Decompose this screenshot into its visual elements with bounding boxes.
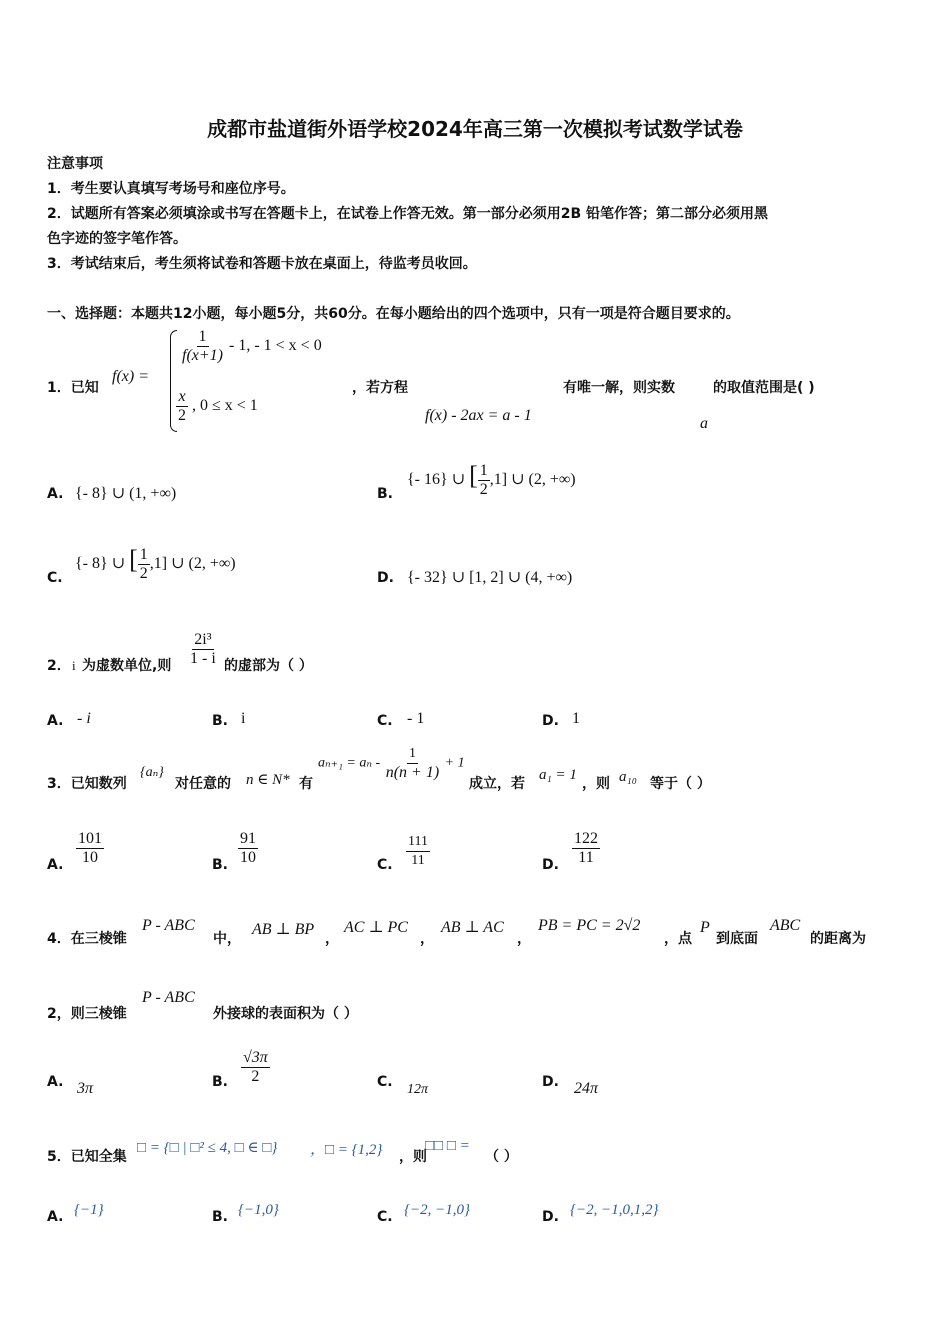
q2-text-2: 的虚部为（ ） xyxy=(224,658,313,674)
option-label[interactable]: B. xyxy=(212,1209,228,1225)
q4-separator: ， xyxy=(420,931,434,947)
option-label[interactable]: C. xyxy=(377,713,393,729)
q4-condition-2: AC ⊥ PC xyxy=(344,919,408,936)
q5-text-1: ，则 xyxy=(399,1149,427,1165)
q4-condition-4: PB = PC = 2√2 xyxy=(538,917,641,934)
q4-point: P xyxy=(700,919,710,936)
q3-recurrence: aₙ₊₁ = aₙ - $\frac{1}{n(n + 1)}$ + 1 xyxy=(318,746,465,781)
q5-option-b[interactable]: {−1,0} xyxy=(238,1202,279,1218)
option-label[interactable]: D. xyxy=(542,1074,559,1090)
option-label[interactable]: A. xyxy=(47,1209,64,1225)
q4-separator: ， xyxy=(325,931,339,947)
q1-fx: f(x) = xyxy=(112,368,149,385)
q4-solid: P - ABC xyxy=(142,989,195,1006)
q3-text-1: 对任意的 xyxy=(175,776,231,792)
option-label[interactable]: A. xyxy=(47,713,64,729)
q4-condition-1: AB ⊥ BP xyxy=(252,921,315,938)
q2-fraction: $\frac{\text{2i³}}{1 - i}$ xyxy=(190,631,216,667)
q5-set-a: ，□ = {1,2} xyxy=(310,1142,383,1158)
option-label[interactable]: D. xyxy=(377,570,394,586)
q2-number: 2． xyxy=(47,658,71,674)
q4-line2-tail: 外接球的表面积为（ ） xyxy=(213,1006,358,1022)
q1-option-b[interactable]: {- 16} ∪ [ $\frac{1}{2}$ ,1] ∪ (2, +∞) xyxy=(407,461,576,498)
q1-number: 1．已知 xyxy=(47,380,99,396)
q1-case2: $\frac{x}{2}$ , 0 ≤ x < 1 xyxy=(178,388,258,424)
q4-option-c[interactable]: 12π xyxy=(407,1082,429,1097)
q3-option-d[interactable]: $\frac{122}{11}$ xyxy=(574,830,598,866)
notice-heading: 注意事项 xyxy=(47,156,103,172)
q1-text-2: 有唯一解，则实数 xyxy=(563,380,675,396)
option-label[interactable]: D. xyxy=(542,857,559,873)
notice-item: 色字迹的签字笔作答。 xyxy=(47,231,187,247)
q4-text-2: ，点 xyxy=(664,931,692,947)
q3-text-3: 成立，若 xyxy=(469,776,525,792)
option-label[interactable]: B. xyxy=(212,713,228,729)
q4-separator: ， xyxy=(517,931,531,947)
option-label[interactable]: C. xyxy=(377,1074,393,1090)
q3-option-b[interactable]: $\frac{91}{10}$ xyxy=(240,830,256,866)
section-heading: 一、选择题：本题共12小题，每小题5分，共60分。在每小题给出的四个选项中，只有一项是符合题目要求的。 xyxy=(47,306,740,322)
q4-text-3: 到底面 xyxy=(716,931,758,947)
q3-initial: a₁ = 1 xyxy=(539,767,577,783)
q3-number: 3．已知数列 xyxy=(47,776,127,792)
option-label[interactable]: B. xyxy=(212,1074,228,1090)
q4-line2: 2，则三棱锥 xyxy=(47,1006,127,1022)
page-title: 成都市盐道街外语学校2024年高三第一次模拟考试数学试卷 xyxy=(207,117,743,141)
q2-option-d[interactable]: 1 xyxy=(572,710,580,727)
q3-sequence: {aₙ} xyxy=(140,765,164,780)
q2-option-b[interactable]: i xyxy=(241,710,246,727)
q4-option-b[interactable]: $\frac{√3\pi}{2}$ xyxy=(243,1049,268,1085)
q3-target: a₁₀ xyxy=(619,769,637,785)
q2-text-1: 为虚数单位,则 xyxy=(82,658,172,674)
notice-item: 3．考试结束后，考生须将试卷和答题卡放在桌面上，待监考员收回。 xyxy=(47,256,477,272)
q1-text-1: ，若方程 xyxy=(352,380,408,396)
notice-item: 2．试题所有答案必须填涂或书写在答题卡上，在试卷上作答无效。第一部分必须用2B 铅笔作答；第二部分必须用黑 xyxy=(47,206,769,222)
option-label[interactable]: A. xyxy=(47,857,64,873)
q3-condition: n ∈ N* xyxy=(246,772,290,788)
q5-option-d[interactable]: {−2, −1,0,1,2} xyxy=(570,1202,659,1218)
q3-option-a[interactable]: $\frac{101}{10}$ xyxy=(78,830,102,866)
notice-item: 1．考生要认真填写考场号和座位序号。 xyxy=(47,181,295,197)
q2-i: i xyxy=(72,658,76,673)
q5-complement: □□ □ = xyxy=(425,1138,470,1154)
q3-text-2: 有 xyxy=(299,776,313,792)
q1-case1: $\frac{1}{f(x+1)}$ - 1, - 1 < x < 0 xyxy=(182,328,322,364)
q1-text-3: 的取值范围是( ) xyxy=(713,380,815,396)
option-label[interactable]: A. xyxy=(47,486,64,502)
q1-option-a[interactable]: {- 8} ∪ (1, +∞) xyxy=(75,485,177,502)
option-label[interactable]: C. xyxy=(377,857,393,873)
option-label[interactable]: D. xyxy=(542,713,559,729)
q5-number: 5．已知全集 xyxy=(47,1149,127,1165)
option-label[interactable]: B. xyxy=(212,857,228,873)
q5-option-a[interactable]: {−1} xyxy=(74,1202,104,1218)
q3-text-4: ，则 xyxy=(582,776,610,792)
option-label[interactable]: D. xyxy=(542,1209,559,1225)
q2-option-a[interactable]: - i xyxy=(77,710,91,727)
option-label[interactable]: A. xyxy=(47,1074,64,1090)
q4-text-4: 的距离为 xyxy=(810,931,866,947)
q1-option-d[interactable]: {- 32} ∪ [1, 2] ∪ (4, +∞) xyxy=(407,569,573,586)
q5-text-2: （ ） xyxy=(485,1149,518,1165)
q4-number: 4．在三棱锥 xyxy=(47,931,127,947)
q5-option-c[interactable]: {−2, −1,0} xyxy=(404,1202,470,1218)
q4-solid: P - ABC xyxy=(142,917,195,934)
q3-text-5: 等于（ ） xyxy=(650,776,711,792)
q2-option-c[interactable]: - 1 xyxy=(407,710,425,727)
option-label[interactable]: C. xyxy=(47,570,63,586)
q5-universal-set: □ = {□ | □² ≤ 4, □ ∈ □} xyxy=(137,1140,278,1156)
option-label[interactable]: B. xyxy=(377,486,393,502)
q4-text-1: 中， xyxy=(213,931,241,947)
q3-option-c[interactable]: $\frac{111}{11}$ xyxy=(408,834,428,868)
option-label[interactable]: C. xyxy=(377,1209,393,1225)
q1-option-c[interactable]: {- 8} ∪ [ $\frac{1}{2}$ ,1] ∪ (2, +∞) xyxy=(75,545,236,582)
q4-option-d[interactable]: 24π xyxy=(574,1080,599,1097)
q4-condition-3: AB ⊥ AC xyxy=(441,919,504,936)
q4-base: ABC xyxy=(770,917,801,934)
q4-option-a[interactable]: 3π xyxy=(77,1080,94,1097)
q1-variable: a xyxy=(700,415,708,432)
q1-equation: f(x) - 2ax = a - 1 xyxy=(425,407,532,424)
